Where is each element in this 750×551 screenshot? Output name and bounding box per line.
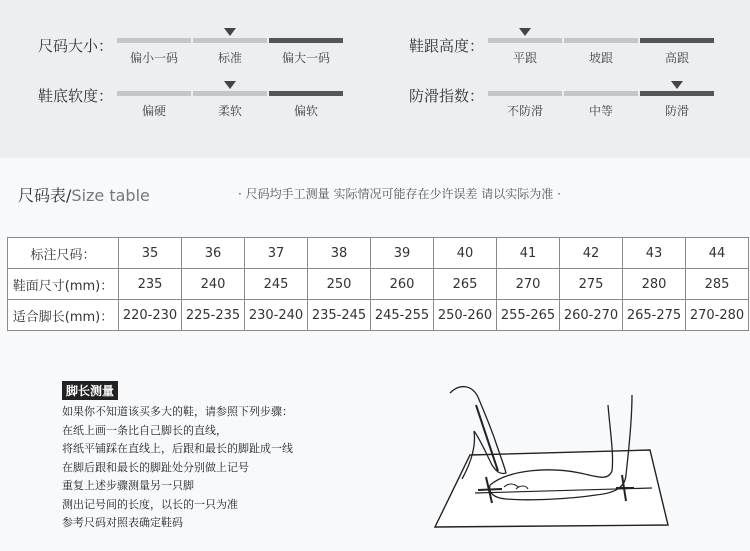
table-cell: 38 — [308, 238, 371, 269]
table-cell: 255-265 — [497, 300, 560, 331]
table-cell: 245 — [245, 269, 308, 300]
table-cell: 250 — [308, 269, 371, 300]
scale-segment — [564, 38, 638, 43]
attribute-panel — [0, 0, 750, 158]
scale-segment — [640, 38, 714, 43]
table-cell: 265 — [434, 269, 497, 300]
row-header: 适合脚长(mm)： — [8, 300, 119, 331]
table-cell: 42 — [560, 238, 623, 269]
table-cell: 235-245 — [308, 300, 371, 331]
scale-option-label: 偏大一码 — [281, 51, 330, 65]
scale-option-label: 坡跟 — [588, 51, 613, 65]
table-cell: 275 — [560, 269, 623, 300]
scale-segment — [117, 91, 191, 96]
guide-step: 将纸平铺踩在直线上，后跟和最长的脚趾成一线 — [62, 442, 293, 455]
table-cell: 265-275 — [623, 300, 686, 331]
scale-option-label: 不防滑 — [506, 104, 543, 118]
attribute-label: 尺码大小： — [38, 37, 114, 55]
scale-segment — [269, 91, 343, 96]
table-cell: 280 — [623, 269, 686, 300]
table-cell: 44 — [686, 238, 749, 269]
scale-segment — [193, 91, 267, 96]
table-cell: 260-270 — [560, 300, 623, 331]
size-table-title-en: Size table — [71, 186, 150, 205]
table-cell: 245-255 — [371, 300, 434, 331]
table-cell: 39 — [371, 238, 434, 269]
foot-measure-illustration — [420, 375, 690, 535]
size-table — [7, 237, 749, 331]
scale-option-label: 高跟 — [664, 51, 689, 65]
table-cell: 41 — [497, 238, 560, 269]
table-cell: 35 — [119, 238, 182, 269]
scale-segment — [193, 38, 267, 43]
guide-step: 在脚后跟和最长的脚趾处分别做上记号 — [62, 460, 249, 474]
table-cell: 260 — [371, 269, 434, 300]
scale-option-label: 柔软 — [217, 104, 242, 118]
size-table-title-cn: 尺码表/ — [18, 186, 72, 205]
scale-segment — [640, 91, 714, 96]
scale-segment — [564, 91, 638, 96]
table-cell: 230-240 — [245, 300, 308, 331]
table-cell: 235 — [119, 269, 182, 300]
size-table-title — [18, 183, 150, 206]
foot-measure-guide — [62, 380, 293, 533]
scale-option-label: 中等 — [588, 104, 613, 118]
scale-option-label: 偏硬 — [141, 104, 166, 118]
scale-option-label: 平跟 — [512, 51, 537, 65]
guide-step: 参考尺码对照表确定鞋码 — [62, 516, 183, 529]
guide-step: 测出记号间的长度，以长的一只为准 — [62, 497, 238, 511]
guide-step: 在纸上画一条比自己脚长的直线， — [62, 423, 227, 437]
selected-marker-icon — [671, 81, 683, 89]
guide-title: 脚长测量 — [62, 381, 118, 400]
attribute-label: 防滑指数： — [409, 87, 485, 105]
table-cell: 37 — [245, 238, 308, 269]
table-cell: 225-235 — [182, 300, 245, 331]
table-cell: 270-280 — [686, 300, 749, 331]
table-cell: 285 — [686, 269, 749, 300]
table-cell: 36 — [182, 238, 245, 269]
scale-option-label: 偏软 — [293, 104, 318, 118]
toe-mark-cross — [478, 489, 502, 490]
scale-option-label: 防滑 — [664, 104, 689, 118]
guide-step: 重复上述步骤测量另一只脚 — [62, 479, 194, 492]
table-row — [8, 269, 749, 300]
table-cell: 240 — [182, 269, 245, 300]
selected-marker-icon — [224, 81, 236, 89]
attribute-label: 鞋跟高度： — [409, 37, 485, 55]
row-header: 标注尺码： — [8, 238, 119, 269]
selected-marker-icon — [519, 28, 531, 36]
guide-step: 如果你不知道该买多大的鞋，请参照下列步骤： — [62, 405, 293, 418]
table-cell: 43 — [623, 238, 686, 269]
scale-option-label: 标准 — [217, 51, 242, 65]
scale-segment — [488, 91, 562, 96]
selected-marker-icon — [224, 28, 236, 36]
attribute-label: 鞋底软度： — [38, 87, 114, 105]
scale-segment — [488, 38, 562, 43]
row-header: 鞋面尺寸(mm)： — [8, 269, 119, 300]
table-cell: 40 — [434, 238, 497, 269]
scale-segment — [269, 38, 343, 43]
table-cell: 220-230 — [119, 300, 182, 331]
size-table-note: · 尺码均手工测量 实际情况可能存在少许误差 请以实际为准 · — [238, 187, 561, 201]
table-cell: 250-260 — [434, 300, 497, 331]
scale-option-label: 偏小一码 — [129, 51, 178, 65]
table-row — [8, 300, 749, 331]
scale-segment — [117, 38, 191, 43]
table-row — [8, 238, 749, 269]
table-cell: 270 — [497, 269, 560, 300]
